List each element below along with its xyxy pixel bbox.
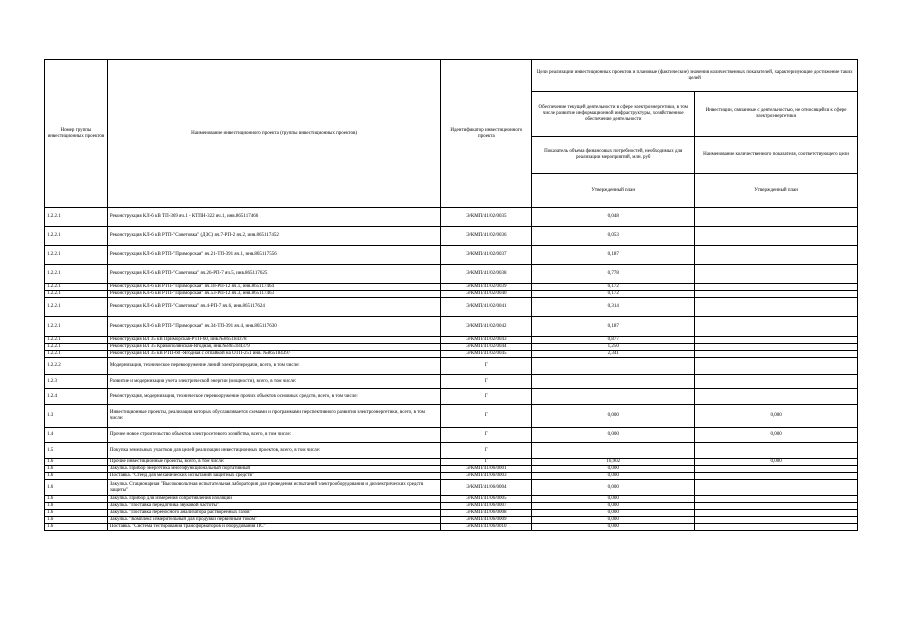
row-plan-value-1	[532, 358, 695, 375]
row-project-name: Закупка. "Комплекс измерительный для продувки первичным током"	[107, 517, 441, 524]
row-plan-value-2	[695, 317, 858, 337]
header-goal-other: Инвестиции, связанные с деятельностью, не относящейся к сфере электроэнергетики	[695, 92, 858, 137]
row-identifier: Г	[441, 389, 532, 405]
row-identifier: Э/КМП/41/02/0039	[441, 284, 532, 291]
row-plan-value-1: 0,778	[532, 265, 695, 284]
row-plan-value-2	[695, 375, 858, 389]
row-plan-value-2	[695, 389, 858, 405]
row-number: 1.6	[45, 473, 108, 480]
table-row	[45, 227, 858, 246]
row-number: 1.2.2.1	[45, 227, 108, 246]
row-number: 1.5	[45, 443, 108, 459]
row-number: 1.6	[45, 480, 108, 496]
header-identifier: Идентификатор инвестиционного проекта	[441, 60, 532, 208]
row-number: 1.6	[45, 496, 108, 503]
row-identifier: Э/КМП/41/02/0042	[441, 317, 532, 337]
row-plan-value-1: 0,187	[532, 246, 695, 265]
row-plan-value-1: 0,000	[532, 524, 695, 531]
row-plan-value-2	[695, 480, 858, 496]
row-identifier: Э/КМП/41/06/0010	[441, 524, 532, 531]
row-identifier: Э/КМП/41/06/0001	[441, 466, 532, 473]
row-number: 1.2.2.1	[45, 291, 108, 298]
table-row	[45, 510, 858, 517]
table-row	[45, 428, 858, 443]
row-plan-value-1: 0,172	[532, 284, 695, 291]
row-project-name: Реконструкция КЛ-6 кВ РТП-"Советовка" (ДЗС) яч.7-РП-2 яч.2, инв.865117452	[107, 227, 441, 246]
row-number: 1.2.3	[45, 375, 108, 389]
row-plan-value-1: 0,053	[532, 227, 695, 246]
row-number: 1.2.2.1	[45, 246, 108, 265]
row-identifier: Г	[441, 405, 532, 428]
table-row	[45, 246, 858, 265]
table-row	[45, 375, 858, 389]
header-group-number: Номер группы инвестиционных проектов	[45, 60, 108, 208]
row-plan-value-2	[695, 517, 858, 524]
table-row	[45, 291, 858, 298]
row-plan-value-2	[695, 291, 858, 298]
row-identifier: Э/КМП/41/06/0009	[441, 517, 532, 524]
row-project-name: Модернизация, техническое перевооружение линий электропередачи, всего, в том числе:	[107, 358, 441, 375]
row-plan-value-1: 2,341	[532, 351, 695, 358]
row-plan-value-1: 0,000	[532, 428, 695, 443]
row-plan-value-1: 0,877	[532, 337, 695, 344]
row-plan-value-1: 0,000	[532, 473, 695, 480]
table-row	[45, 524, 858, 531]
header-indicator-finance: Показатель объема финансовых потребностей, необходимых для реализации мероприятий, млн. руб	[532, 137, 695, 174]
row-number: 1.2.2.1	[45, 208, 108, 227]
row-project-name: Закупка. "Поставка передатчика звуковой частоты"	[107, 503, 441, 510]
row-identifier: Э/КМП/41/06/0005	[441, 496, 532, 503]
row-number: 1.2.2.2	[45, 358, 108, 375]
investment-projects-table	[44, 59, 858, 531]
row-identifier: Э/КМП/41/02/0040	[441, 291, 532, 298]
table-row	[45, 496, 858, 503]
row-plan-value-2	[695, 227, 858, 246]
row-number: 1.4	[45, 428, 108, 443]
row-number: 1.6	[45, 466, 108, 473]
row-number: 1.2.2.1	[45, 284, 108, 291]
table-row	[45, 298, 858, 317]
table-row	[45, 389, 858, 405]
row-plan-value-1: 1,250	[532, 344, 695, 351]
row-identifier: Э/КМП/41/02/0043	[441, 337, 532, 344]
row-identifier: Э/КМП/41/02/0038	[441, 265, 532, 284]
row-identifier: Э/КМП/41/06/0007	[441, 503, 532, 510]
row-plan-value-2	[695, 524, 858, 531]
row-plan-value-2	[695, 298, 858, 317]
table-row	[45, 443, 858, 459]
header-approved-plan-2: Утвержденный план	[695, 174, 858, 208]
row-project-name: Реконструкция КЛ-6 кВ РТП-"Приморская" яч.53-РП-12 яч.3, инв.865117463	[107, 291, 441, 298]
row-plan-value-2	[695, 351, 858, 358]
row-project-name: Реконструкция КЛ-6 кВ ТП-369 яч.1 - КТПН-322 яч.1, инв.865117466	[107, 208, 441, 227]
row-project-name: Реконструкция КЛ-6 кВ РТП-"Советовка" яч.4-РП-7 яч.6, инв.865117624	[107, 298, 441, 317]
header-goal-electro: Обеспечение текущей деятельности в сфере электроэнергетики, в том числе развитие информационной инфраструктуры, хозяйственное обеспечение деятельности	[532, 92, 695, 137]
row-plan-value-2	[695, 208, 858, 227]
row-plan-value-1: 0,314	[532, 298, 695, 317]
row-project-name: Поставка. "Система тестирования трансформаторов и оборудования ПС"	[107, 524, 441, 531]
row-number: 1.2.2.1	[45, 298, 108, 317]
table-row	[45, 358, 858, 375]
row-project-name: Реконструкция, модернизация, техническое перевооружение прочих объектов основных средств, всего, в том числе:	[107, 389, 441, 405]
row-identifier: Э/КМП/41/02/0036	[441, 227, 532, 246]
row-identifier: Г	[441, 459, 532, 466]
row-project-name: Покупка земельных участков для целей реализации инвестиционных проектов, всего, в том числе:	[107, 443, 441, 459]
row-identifier: Э/КМП/41/02/0035	[441, 208, 532, 227]
row-plan-value-2	[695, 344, 858, 351]
row-plan-value-2	[695, 496, 858, 503]
row-number: 1.6	[45, 459, 108, 466]
row-plan-value-1: 0,000	[532, 503, 695, 510]
table-row	[45, 337, 858, 344]
row-plan-value-2: 0,000	[695, 428, 858, 443]
table-row	[45, 284, 858, 291]
header-project-name: Наименование инвестиционного проекта (группы инвестиционных проектов)	[107, 60, 441, 208]
row-plan-value-2	[695, 246, 858, 265]
row-plan-value-1: 0,000	[532, 496, 695, 503]
row-number: 1.2.2.1	[45, 351, 108, 358]
header-goals: Цели реализации инвестиционных проектов и плановые (фактические) значения количественных показателей, характеризующие достижение таких целей	[532, 60, 858, 92]
row-identifier: Э/КМП/41/02/0041	[441, 298, 532, 317]
row-project-name: Закупка. "Поставка переносного анализатора растворенных газов"	[107, 510, 441, 517]
row-plan-value-2	[695, 337, 858, 344]
row-project-name: Закупка. Прибор энергетика многофункциональный портативный	[107, 466, 441, 473]
row-project-name: Развитие и модернизация учета электрической энергии (мощности), всего, в том числе:	[107, 375, 441, 389]
row-plan-value-1: 0,000	[532, 517, 695, 524]
row-project-name: Реконструкция КЛ-6 кВ РТП-"Советовка" яч.26-РП-7 яч.5, инв.865117625	[107, 265, 441, 284]
row-project-name: Реконструкция КЛ-6 кВ РТП-"Приморская" яч.18-РП-12 яч.1, инв.865117464	[107, 284, 441, 291]
row-project-name: Прочее новое строительство объектов электросетевого хозяйства, всего, в том числе:	[107, 428, 441, 443]
row-plan-value-1: 0,000	[532, 510, 695, 517]
row-plan-value-1: 0,000	[532, 480, 695, 496]
row-plan-value-2	[695, 466, 858, 473]
row-identifier: Г	[441, 358, 532, 375]
table-row	[45, 405, 858, 428]
row-plan-value-1	[532, 443, 695, 459]
table-row	[45, 344, 858, 351]
row-identifier: Э/КМП/41/02/0037	[441, 246, 532, 265]
table-row	[45, 466, 858, 473]
row-plan-value-1: 0,172	[532, 291, 695, 298]
row-plan-value-2	[695, 265, 858, 284]
row-plan-value-1: 0,048	[532, 208, 695, 227]
row-number: 1.3	[45, 405, 108, 428]
row-number: 1.6	[45, 517, 108, 524]
table-row	[45, 265, 858, 284]
row-identifier: Э/КМП/41/06/0004	[441, 480, 532, 496]
row-plan-value-2: 0,000	[695, 405, 858, 428]
row-identifier: Г	[441, 375, 532, 389]
row-project-name: Прочие инвестиционные проекты, всего, в том числе:	[107, 459, 441, 466]
row-project-name: Реконструкция ВЛ 35 кВ РТП-60 -Ягодная с отпайкой на ОТП-251 инв. №865184397	[107, 351, 441, 358]
row-plan-value-1: 0,000	[532, 466, 695, 473]
row-project-name: Закупка. Стационарная "Высоковольтная испытательная лаборатория для проведения испытаний электрооборудования и диэлектрических средств защиты"	[107, 480, 441, 496]
row-project-name: Реконструкция ВЛ 35 кВ Приморская-РТП-60, инв.№865184378	[107, 337, 441, 344]
header-approved-plan-1: Утвержденный план	[532, 174, 695, 208]
row-plan-value-1: 0,000	[532, 405, 695, 428]
row-plan-value-1	[532, 389, 695, 405]
row-identifier: Г	[441, 443, 532, 459]
table-row	[45, 317, 858, 337]
row-identifier: Э/КМП/41/06/0003	[441, 473, 532, 480]
row-project-name: Реконструкция ВЛ 35 Кривополянская-Ягодная, инв.№865184379	[107, 344, 441, 351]
row-plan-value-2: 0,000	[695, 459, 858, 466]
row-identifier: Э/КМП/41/02/0045	[441, 351, 532, 358]
row-project-name: Реконструкция КЛ-6 кВ РТП-"Приморская" яч.34-ТП-391 яч.4, инв.865117630	[107, 317, 441, 337]
row-plan-value-2	[695, 510, 858, 517]
row-plan-value-2	[695, 473, 858, 480]
row-identifier: Э/КМП/41/02/0044	[441, 344, 532, 351]
row-number: 1.2.4	[45, 389, 108, 405]
row-number: 1.2.2.1	[45, 344, 108, 351]
table-row	[45, 503, 858, 510]
row-number: 1.6	[45, 510, 108, 517]
row-number: 1.2.2.1	[45, 317, 108, 337]
table-body	[45, 208, 858, 531]
table-row	[45, 459, 858, 466]
row-plan-value-2	[695, 358, 858, 375]
row-number: 1.6	[45, 524, 108, 531]
row-plan-value-2	[695, 503, 858, 510]
row-number: 1.2.2.1	[45, 265, 108, 284]
table-row	[45, 351, 858, 358]
row-project-name: Инвестиционные проекты, реализация которых обуславливается схемами и программами перспективного развития электроэнергетики, всего, в том числе:	[107, 405, 441, 428]
row-number: 1.6	[45, 503, 108, 510]
table-row	[45, 517, 858, 524]
row-project-name: Реконструкция КЛ-6 кВ РТП-"Приморская" яч.21-ТП-391 яч.1, инв.865117556	[107, 246, 441, 265]
table-row	[45, 473, 858, 480]
table-row	[45, 208, 858, 227]
row-plan-value-1	[532, 375, 695, 389]
row-plan-value-2	[695, 284, 858, 291]
row-identifier: Э/КМП/41/06/0008	[441, 510, 532, 517]
row-number: 1.2.2.1	[45, 337, 108, 344]
row-plan-value-2	[695, 443, 858, 459]
row-project-name: Закупка. Прибор для измерения сопротивления изоляции	[107, 496, 441, 503]
row-project-name: Поставка. "Стенд для механических испытаний защитных средств"	[107, 473, 441, 480]
table-row	[45, 480, 858, 496]
row-identifier: Г	[441, 428, 532, 443]
header-indicator-quantity: Наименование количественного показателя, соответствующего цели	[695, 137, 858, 174]
row-plan-value-1: 16,902	[532, 459, 695, 466]
row-plan-value-1: 0,187	[532, 317, 695, 337]
